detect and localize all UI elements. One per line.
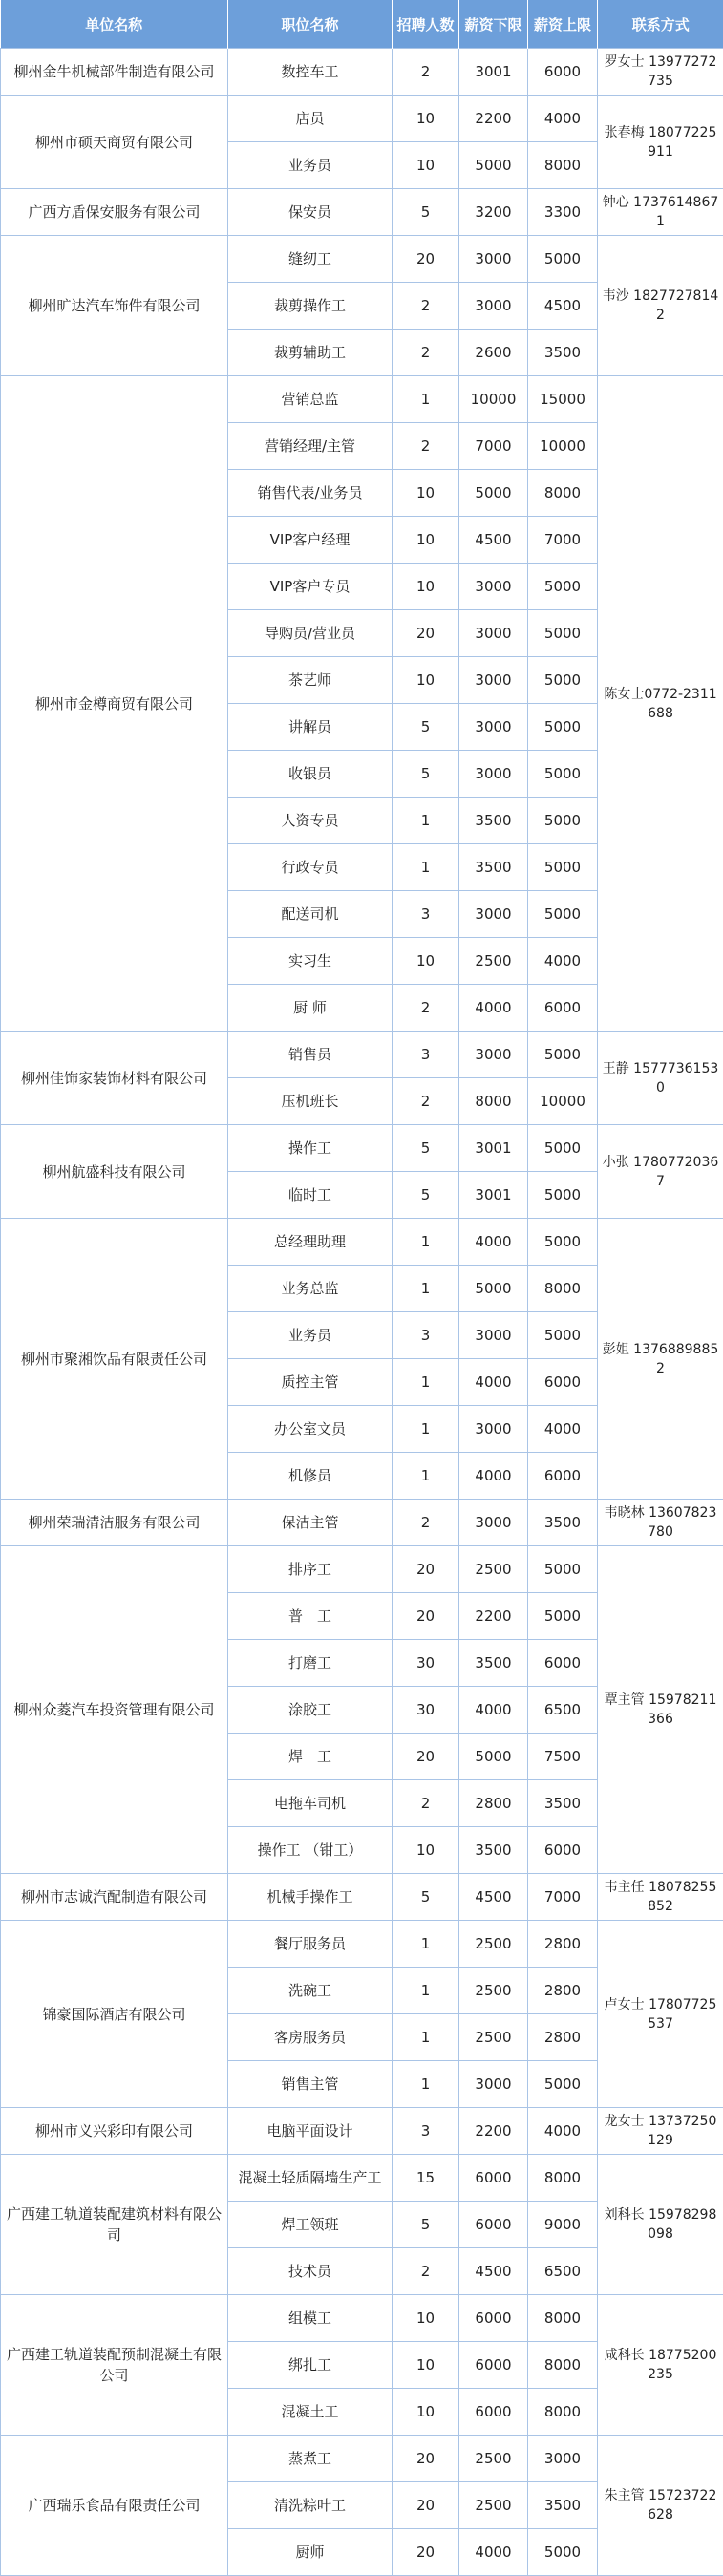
salary-low: 3001 (459, 1172, 528, 1219)
contact-info: 小张 17807720367 (598, 1125, 723, 1219)
table-row (1, 49, 723, 96)
salary-high: 4000 (528, 1406, 598, 1453)
position-title: 电脑平面设计 (228, 2108, 393, 2155)
company-name: 锦豪国际酒店有限公司 (1, 1921, 228, 2108)
salary-low: 3000 (459, 2061, 528, 2108)
table-row (1, 2436, 723, 2482)
header-company: 单位名称 (1, 0, 228, 49)
salary-high: 3500 (528, 330, 598, 376)
salary-high: 10000 (528, 423, 598, 470)
salary-high: 5000 (528, 1172, 598, 1219)
hire-count: 2 (393, 283, 459, 330)
company-name: 柳州市义兴彩印有限公司 (1, 2108, 228, 2155)
company-name: 柳州荣瑞清洁服务有限公司 (1, 1500, 228, 1546)
hire-count: 1 (393, 376, 459, 423)
table-row (1, 1546, 723, 1593)
salary-high: 8000 (528, 2342, 598, 2389)
salary-high: 5000 (528, 751, 598, 798)
position-title: 办公室文员 (228, 1406, 393, 1453)
hire-count: 20 (393, 2529, 459, 2576)
company-name: 广西建工轨道装配预制混凝土有限公司 (1, 2295, 228, 2436)
position-title: 店员 (228, 96, 393, 142)
hire-count: 1 (393, 798, 459, 844)
salary-high: 8000 (528, 470, 598, 517)
salary-low: 6000 (459, 2295, 528, 2342)
position-title: 清洗粽叶工 (228, 2482, 393, 2529)
hire-count: 2 (393, 49, 459, 96)
salary-high: 2800 (528, 1921, 598, 1968)
salary-high: 3000 (528, 2436, 598, 2482)
company-name: 柳州金牛机械部件制造有限公司 (1, 49, 228, 96)
table-row (1, 1032, 723, 1078)
table-row (1, 2295, 723, 2342)
salary-low: 3000 (459, 610, 528, 657)
table-row (1, 2155, 723, 2202)
hire-count: 5 (393, 751, 459, 798)
salary-low: 5000 (459, 1266, 528, 1312)
position-title: 营销总监 (228, 376, 393, 423)
hire-count: 30 (393, 1640, 459, 1687)
position-title: 排序工 (228, 1546, 393, 1593)
hire-count: 2 (393, 985, 459, 1032)
salary-low: 3500 (459, 1640, 528, 1687)
hire-count: 10 (393, 938, 459, 985)
salary-low: 3001 (459, 49, 528, 96)
salary-low: 7000 (459, 423, 528, 470)
salary-high: 4000 (528, 2108, 598, 2155)
contact-info: 钟心 17376148671 (598, 189, 723, 236)
position-title: 业务员 (228, 1312, 393, 1359)
salary-high: 6000 (528, 985, 598, 1032)
table-row (1, 1500, 723, 1546)
hire-count: 3 (393, 1032, 459, 1078)
salary-high: 8000 (528, 2389, 598, 2436)
salary-high: 6500 (528, 2248, 598, 2295)
hire-count: 2 (393, 1500, 459, 1546)
hire-count: 1 (393, 1406, 459, 1453)
position-title: 电拖车司机 (228, 1780, 393, 1827)
position-title: 业务总监 (228, 1266, 393, 1312)
salary-high: 5000 (528, 891, 598, 938)
hire-count: 3 (393, 1312, 459, 1359)
position-title: 蒸煮工 (228, 2436, 393, 2482)
salary-high: 4500 (528, 283, 598, 330)
salary-high: 3500 (528, 1780, 598, 1827)
salary-low: 3000 (459, 657, 528, 704)
salary-low: 2500 (459, 938, 528, 985)
contact-info: 韦主任 18078255852 (598, 1874, 723, 1921)
hire-count: 2 (393, 1780, 459, 1827)
salary-high: 5000 (528, 564, 598, 610)
hire-count: 1 (393, 844, 459, 891)
salary-low: 2200 (459, 2108, 528, 2155)
position-title: 客房服务员 (228, 2014, 393, 2061)
table-row (1, 96, 723, 142)
position-title: 业务员 (228, 142, 393, 189)
position-title: 缝纫工 (228, 236, 393, 283)
salary-high: 5000 (528, 1032, 598, 1078)
salary-low: 4500 (459, 2248, 528, 2295)
table-row (1, 1874, 723, 1921)
salary-low: 6000 (459, 2155, 528, 2202)
table-row (1, 1125, 723, 1172)
position-title: VIP客户经理 (228, 517, 393, 564)
salary-high: 6000 (528, 1359, 598, 1406)
salary-low: 3001 (459, 1125, 528, 1172)
salary-low: 6000 (459, 2389, 528, 2436)
salary-low: 10000 (459, 376, 528, 423)
header-count: 招聘人数 (393, 0, 459, 49)
company-name: 广西瑞乐食品有限责任公司 (1, 2436, 228, 2576)
position-title: 质控主管 (228, 1359, 393, 1406)
salary-low: 2500 (459, 1546, 528, 1593)
contact-info: 覃主管 15978211366 (598, 1546, 723, 1874)
salary-low: 3000 (459, 236, 528, 283)
salary-low: 2800 (459, 1780, 528, 1827)
table-row (1, 236, 723, 283)
salary-low: 8000 (459, 1078, 528, 1125)
table-row (1, 1921, 723, 1968)
contact-info: 卢女士 17807725537 (598, 1921, 723, 2108)
hire-count: 2 (393, 423, 459, 470)
salary-low: 3500 (459, 798, 528, 844)
company-name: 广西方盾保安服务有限公司 (1, 189, 228, 236)
contact-info: 陈女士0772-2311688 (598, 376, 723, 1032)
header-contact: 联系方式 (598, 0, 723, 49)
hire-count: 1 (393, 2014, 459, 2061)
salary-low: 3000 (459, 1312, 528, 1359)
hire-count: 30 (393, 1687, 459, 1734)
position-title: 餐厅服务员 (228, 1921, 393, 1968)
salary-low: 3000 (459, 1032, 528, 1078)
hire-count: 2 (393, 1078, 459, 1125)
position-title: 茶艺师 (228, 657, 393, 704)
salary-high: 6000 (528, 49, 598, 96)
salary-high: 5000 (528, 798, 598, 844)
position-title: 普 工 (228, 1593, 393, 1640)
salary-low: 4500 (459, 1874, 528, 1921)
salary-low: 2500 (459, 2014, 528, 2061)
hire-count: 5 (393, 1125, 459, 1172)
hire-count: 5 (393, 1172, 459, 1219)
salary-high: 8000 (528, 2155, 598, 2202)
contact-info: 刘科长 15978298098 (598, 2155, 723, 2295)
position-title: 混凝土工 (228, 2389, 393, 2436)
position-title: 操作工 (228, 1125, 393, 1172)
salary-low: 3000 (459, 704, 528, 751)
header-position: 职位名称 (228, 0, 393, 49)
salary-high: 5000 (528, 2061, 598, 2108)
hire-count: 10 (393, 2342, 459, 2389)
table-row (1, 189, 723, 236)
hire-count: 1 (393, 2061, 459, 2108)
hire-count: 1 (393, 1921, 459, 1968)
hire-count: 5 (393, 1874, 459, 1921)
salary-low: 4000 (459, 1359, 528, 1406)
salary-low: 2600 (459, 330, 528, 376)
salary-high: 6500 (528, 1687, 598, 1734)
hire-count: 10 (393, 2389, 459, 2436)
header-row (1, 0, 723, 49)
position-title: 混凝土轻质隔墙生产工 (228, 2155, 393, 2202)
hire-count: 1 (393, 1266, 459, 1312)
salary-low: 6000 (459, 2342, 528, 2389)
salary-high: 6000 (528, 1827, 598, 1874)
hire-count: 20 (393, 1593, 459, 1640)
salary-low: 3500 (459, 844, 528, 891)
salary-high: 7000 (528, 517, 598, 564)
salary-low: 6000 (459, 2202, 528, 2248)
salary-high: 15000 (528, 376, 598, 423)
position-title: 配送司机 (228, 891, 393, 938)
company-name: 柳州众菱汽车投资管理有限公司 (1, 1546, 228, 1874)
position-title: 营销经理/主管 (228, 423, 393, 470)
salary-low: 2200 (459, 96, 528, 142)
salary-high: 5000 (528, 1125, 598, 1172)
salary-low: 2500 (459, 2436, 528, 2482)
hire-count: 10 (393, 1827, 459, 1874)
hire-count: 1 (393, 1453, 459, 1500)
position-title: 数控车工 (228, 49, 393, 96)
company-name: 柳州佳饰家装饰材料有限公司 (1, 1032, 228, 1125)
position-title: 总经理助理 (228, 1219, 393, 1266)
salary-low: 5000 (459, 470, 528, 517)
salary-low: 4500 (459, 517, 528, 564)
position-title: 保安员 (228, 189, 393, 236)
position-title: 厨师 (228, 2529, 393, 2576)
hire-count: 5 (393, 704, 459, 751)
company-name: 柳州市聚湘饮品有限责任公司 (1, 1219, 228, 1500)
salary-high: 5000 (528, 1219, 598, 1266)
salary-low: 5000 (459, 1734, 528, 1780)
salary-high: 6000 (528, 1640, 598, 1687)
hire-count: 10 (393, 142, 459, 189)
salary-low: 3000 (459, 1500, 528, 1546)
position-title: 讲解员 (228, 704, 393, 751)
position-title: 销售主管 (228, 2061, 393, 2108)
hire-count: 2 (393, 330, 459, 376)
position-title: 销售代表/业务员 (228, 470, 393, 517)
position-title: 厨 师 (228, 985, 393, 1032)
position-title: 焊 工 (228, 1734, 393, 1780)
position-title: 人资专员 (228, 798, 393, 844)
position-title: 压机班长 (228, 1078, 393, 1125)
position-title: 临时工 (228, 1172, 393, 1219)
hire-count: 20 (393, 1546, 459, 1593)
contact-info: 彭姐 13768898852 (598, 1219, 723, 1500)
salary-high: 5000 (528, 610, 598, 657)
position-title: 组模工 (228, 2295, 393, 2342)
salary-high: 3300 (528, 189, 598, 236)
table-row (1, 1219, 723, 1266)
hire-count: 5 (393, 2202, 459, 2248)
salary-high: 7500 (528, 1734, 598, 1780)
contact-info: 王静 15777361530 (598, 1032, 723, 1125)
position-title: 机修员 (228, 1453, 393, 1500)
position-title: 保洁主管 (228, 1500, 393, 1546)
salary-high: 4000 (528, 938, 598, 985)
salary-high: 5000 (528, 657, 598, 704)
salary-low: 2500 (459, 2482, 528, 2529)
contact-info: 咸科长 18775200235 (598, 2295, 723, 2436)
hire-count: 20 (393, 1734, 459, 1780)
hire-count: 1 (393, 1219, 459, 1266)
salary-low: 2200 (459, 1593, 528, 1640)
hire-count: 20 (393, 2482, 459, 2529)
contact-info: 韦沙 18277278142 (598, 236, 723, 376)
table-body (1, 49, 723, 2576)
position-title: 裁剪操作工 (228, 283, 393, 330)
salary-high: 8000 (528, 1266, 598, 1312)
contact-info: 罗女士 13977272735 (598, 49, 723, 96)
contact-info: 韦晓林 13607823780 (598, 1500, 723, 1546)
hire-count: 10 (393, 564, 459, 610)
hire-count: 10 (393, 470, 459, 517)
position-title: VIP客户专员 (228, 564, 393, 610)
hire-count: 20 (393, 236, 459, 283)
salary-low: 4000 (459, 1687, 528, 1734)
hire-count: 2 (393, 2248, 459, 2295)
salary-high: 8000 (528, 142, 598, 189)
salary-high: 8000 (528, 2295, 598, 2342)
position-title: 行政专员 (228, 844, 393, 891)
hire-count: 20 (393, 2436, 459, 2482)
salary-high: 5000 (528, 1546, 598, 1593)
company-name: 柳州市金樽商贸有限公司 (1, 376, 228, 1032)
salary-high: 9000 (528, 2202, 598, 2248)
hire-count: 5 (393, 189, 459, 236)
salary-high: 6000 (528, 1453, 598, 1500)
salary-low: 4000 (459, 2529, 528, 2576)
hire-count: 3 (393, 2108, 459, 2155)
company-name: 广西建工轨道装配建筑材料有限公司 (1, 2155, 228, 2295)
salary-high: 3500 (528, 1500, 598, 1546)
company-name: 柳州旷达汽车饰件有限公司 (1, 236, 228, 376)
hire-count: 1 (393, 1968, 459, 2014)
contact-info: 龙女士 13737250129 (598, 2108, 723, 2155)
salary-low: 3200 (459, 189, 528, 236)
position-title: 焊工领班 (228, 2202, 393, 2248)
salary-high: 5000 (528, 2529, 598, 2576)
salary-low: 3000 (459, 1406, 528, 1453)
position-title: 绑扎工 (228, 2342, 393, 2389)
position-title: 导购员/营业员 (228, 610, 393, 657)
salary-low: 2500 (459, 1921, 528, 1968)
position-title: 裁剪辅助工 (228, 330, 393, 376)
salary-low: 4000 (459, 985, 528, 1032)
hire-count: 10 (393, 96, 459, 142)
contact-info: 张春梅 18077225911 (598, 96, 723, 189)
salary-high: 5000 (528, 236, 598, 283)
position-title: 打磨工 (228, 1640, 393, 1687)
salary-high: 4000 (528, 96, 598, 142)
salary-high: 3500 (528, 2482, 598, 2529)
hire-count: 20 (393, 610, 459, 657)
salary-low: 2500 (459, 1968, 528, 2014)
position-title: 销售员 (228, 1032, 393, 1078)
company-name: 柳州市志诚汽配制造有限公司 (1, 1874, 228, 1921)
salary-low: 4000 (459, 1219, 528, 1266)
salary-high: 5000 (528, 844, 598, 891)
position-title: 洗碗工 (228, 1968, 393, 2014)
table-row (1, 2108, 723, 2155)
table-row (1, 376, 723, 423)
position-title: 收银员 (228, 751, 393, 798)
hire-count: 15 (393, 2155, 459, 2202)
salary-high: 10000 (528, 1078, 598, 1125)
salary-high: 7000 (528, 1874, 598, 1921)
position-title: 操作工 （钳工） (228, 1827, 393, 1874)
salary-low: 4000 (459, 1453, 528, 1500)
salary-low: 3000 (459, 564, 528, 610)
hire-count: 10 (393, 657, 459, 704)
hire-count: 10 (393, 517, 459, 564)
position-title: 实习生 (228, 938, 393, 985)
salary-low: 5000 (459, 142, 528, 189)
position-title: 技术员 (228, 2248, 393, 2295)
hire-count: 10 (393, 2295, 459, 2342)
salary-low: 3000 (459, 751, 528, 798)
salary-low: 3000 (459, 891, 528, 938)
hire-count: 3 (393, 891, 459, 938)
company-name: 柳州航盛科技有限公司 (1, 1125, 228, 1219)
salary-high: 2800 (528, 1968, 598, 2014)
salary-high: 5000 (528, 1312, 598, 1359)
position-title: 机械手操作工 (228, 1874, 393, 1921)
contact-info: 朱主管 15723722628 (598, 2436, 723, 2576)
salary-high: 5000 (528, 1593, 598, 1640)
salary-high: 5000 (528, 704, 598, 751)
company-name: 柳州市硕天商贸有限公司 (1, 96, 228, 189)
salary-high: 2800 (528, 2014, 598, 2061)
salary-low: 3000 (459, 283, 528, 330)
header-salary-high: 薪资上限 (528, 0, 598, 49)
position-title: 涂胶工 (228, 1687, 393, 1734)
salary-low: 3500 (459, 1827, 528, 1874)
hire-count: 1 (393, 1359, 459, 1406)
header-salary-low: 薪资下限 (459, 0, 528, 49)
